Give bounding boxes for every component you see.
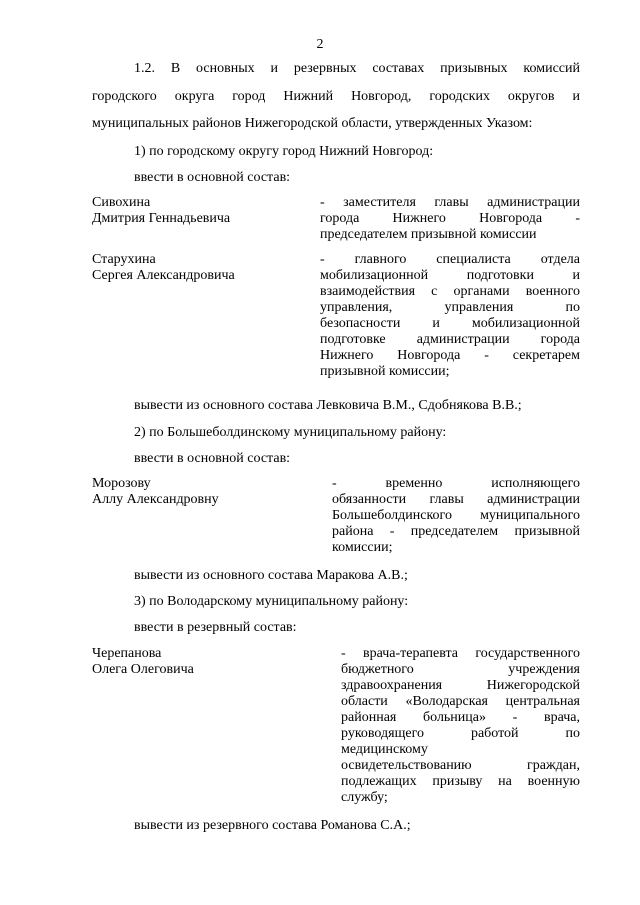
page-number: 2 bbox=[316, 37, 324, 52]
section1-add-main: ввести в основной состав: bbox=[134, 170, 291, 185]
position-line: Большеболдинского муниципального bbox=[332, 508, 580, 523]
position-line: безопасности и мобилизационной bbox=[320, 316, 580, 331]
person-surname: Морозову bbox=[92, 476, 151, 491]
intro-line-2: городского округа город Нижний Новгород, городских округов и bbox=[92, 89, 580, 104]
position-line: призывной комиссии; bbox=[320, 364, 450, 379]
position-line: подготовке администрации города bbox=[320, 332, 580, 347]
person-name: Аллу Александровну bbox=[92, 492, 219, 507]
position-line: подлежащих призыву на военную bbox=[341, 774, 580, 789]
intro-line-3: муниципальных районов Нижегородской области, утвержденных Указом: bbox=[92, 116, 533, 131]
section2-add-main: ввести в основной состав: bbox=[134, 451, 291, 466]
position-line: мобилизационной подготовки и bbox=[320, 268, 580, 283]
section3-add-reserve: ввести в резервный состав: bbox=[134, 620, 297, 635]
section1-heading: 1) по городскому округу город Нижний Новгород: bbox=[134, 144, 434, 159]
section1-remove-main: вывести из основного состава Левковича В.М., Сдобнякова В.В.; bbox=[134, 398, 522, 413]
person-name: Сергея Александровича bbox=[92, 268, 235, 283]
position-line: районная больница» - врача, bbox=[341, 710, 580, 725]
intro-line-1: 1.2. В основных и резервных составах призывных комиссий bbox=[134, 61, 580, 76]
person-position bbox=[320, 252, 580, 380]
position-line: - временно исполняющего bbox=[332, 476, 580, 491]
section2-heading: 2) по Большеболдинскому муниципальному району: bbox=[134, 425, 447, 440]
position-line: - заместителя главы администрации bbox=[320, 195, 580, 210]
position-line: города Нижнего Новгорода - bbox=[320, 211, 580, 226]
position-line: Нижнего Новгорода - секретарем bbox=[320, 348, 580, 363]
person-surname: Сивохина bbox=[92, 195, 151, 210]
position-line: освидетельствованию граждан, bbox=[341, 758, 580, 773]
position-line: - врача-терапевта государственного bbox=[341, 646, 580, 661]
person-surname: Черепанова bbox=[92, 646, 162, 661]
person-position bbox=[332, 476, 580, 556]
position-line: управления, управления по bbox=[320, 300, 580, 315]
position-line: руководящего работой по bbox=[341, 726, 580, 741]
section2-remove-main: вывести из основного состава Маракова А.В.; bbox=[134, 568, 408, 583]
person-position bbox=[341, 646, 580, 806]
person-surname: Старухина bbox=[92, 252, 156, 267]
position-line: - главного специалиста отдела bbox=[320, 252, 580, 267]
position-line: взаимодействия с органами военного bbox=[320, 284, 580, 299]
position-line: медицинскому bbox=[341, 742, 428, 757]
position-line: службу; bbox=[341, 790, 388, 805]
person-name: Дмитрия Геннадьевича bbox=[92, 211, 231, 226]
person-name: Олега Олеговича bbox=[92, 662, 194, 677]
position-line: здравоохранения Нижегородской bbox=[341, 678, 580, 693]
section3-heading: 3) по Володарскому муниципальному району: bbox=[134, 594, 409, 609]
position-line: комиссии; bbox=[332, 540, 393, 555]
person-position bbox=[320, 195, 580, 243]
position-line: бюджетного учреждения bbox=[341, 662, 580, 677]
position-line: обязанности главы администрации bbox=[332, 492, 580, 507]
position-line: района - председателем призывной bbox=[332, 524, 580, 539]
position-line: области «Володарская центральная bbox=[341, 694, 580, 709]
position-line: председателем призывной комиссии bbox=[320, 227, 537, 242]
section3-remove-reserve: вывести из резервного состава Романова С.А.; bbox=[134, 818, 411, 833]
